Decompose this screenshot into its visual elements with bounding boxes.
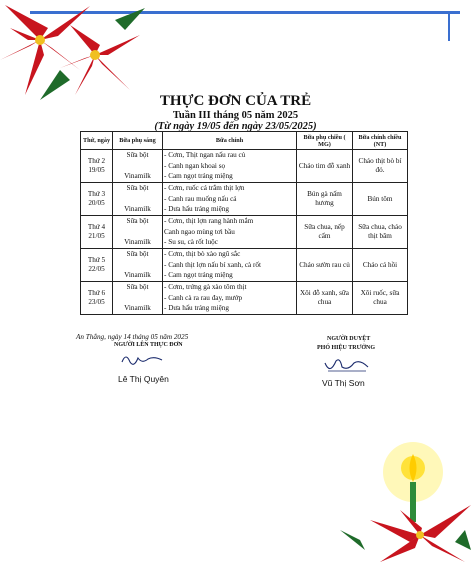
table-row (81, 216, 408, 249)
snack-cell: Cháo tim đỗ xanh (297, 150, 353, 183)
main-item: - Canh rau muống nấu cá (164, 194, 237, 203)
main-cell (163, 150, 297, 183)
morning-item: Vinamilk (124, 271, 151, 279)
morning-item: Vinamilk (124, 205, 151, 213)
day-label: Thứ 5 (87, 256, 106, 264)
pm-main-cell: Xôi ruốc, sữa chua (353, 282, 408, 315)
day-cell (81, 183, 113, 216)
table-row (81, 183, 408, 216)
morning-item: Vinamilk (124, 304, 151, 312)
morning-item: Vinamilk (124, 238, 151, 246)
main-cell (163, 282, 297, 315)
morning-item: Sữa bột (126, 184, 149, 192)
table-row (81, 282, 408, 315)
header-day: Thứ, ngày (81, 132, 113, 150)
morning-cell (113, 150, 163, 183)
main-item: - Su su, cà rốt luộc (164, 238, 218, 247)
main-item: - Cơm, Thịt ngan nấu rau củ (164, 151, 246, 160)
approver-name: Vũ Thị Sơn (322, 378, 365, 388)
author-name: Lê Thị Quyên (118, 374, 169, 384)
header-main: Bữa chính (163, 132, 297, 150)
day-label: Thứ 4 (87, 223, 106, 231)
main-item: - Canh thịt lợn nấu bí xanh, cà rốt (164, 260, 262, 269)
approver-signature-icon (322, 355, 372, 377)
approver-role: NGƯỜI DUYỆT (327, 336, 371, 342)
author-title: NGƯỜI LÊN THỰC ĐƠN (114, 342, 183, 348)
day-cell (81, 282, 113, 315)
date-label: 23/05 (88, 298, 105, 306)
date-range: (Từ ngày 19/05 đến ngày 23/05/2025) (154, 121, 317, 132)
day-label: Thứ 6 (87, 289, 106, 297)
place-date: An Thắng, ngày 14 tháng 05 năm 2025 (76, 333, 189, 341)
date-label: 21/05 (88, 232, 105, 240)
frame-border (448, 11, 450, 41)
main-item: - Canh cà ra rau đay, mướp (164, 293, 243, 302)
approver-title: PHÓ HIỆU TRƯỞNG (317, 345, 376, 351)
main-item: - Dưa hấu tráng miệng (164, 205, 229, 214)
table-row (81, 249, 408, 282)
main-item: - Cam ngọt tráng miệng (164, 271, 233, 280)
day-cell (81, 216, 113, 249)
morning-item: Sữa bột (126, 217, 149, 225)
page-title: THỰC ĐƠN CỦA TRẺ (159, 93, 312, 109)
author-signature-icon (118, 350, 168, 370)
day-cell (81, 150, 113, 183)
snack-cell: Bún gà nấm hương (297, 183, 353, 216)
morning-item: Vinamilk (124, 172, 151, 180)
date-label: 19/05 (88, 166, 105, 174)
pm-main-cell: Cháo cá hồi (353, 249, 408, 282)
main-item: - Canh ngan khoai sọ (164, 161, 226, 170)
main-item: - Cơm, trứng gà xào tôm thịt (164, 283, 247, 292)
day-label: Thứ 3 (87, 190, 106, 198)
header-morning: Bữa phụ sáng (113, 132, 163, 150)
day-label: Thứ 2 (87, 157, 106, 165)
main-item: - Cơm, thịt lợn rang hành mắm (164, 217, 254, 226)
menu-table (80, 131, 408, 315)
main-cell (163, 183, 297, 216)
main-item: - Cơm, thịt bò xào ngũ sắc (164, 250, 241, 259)
main-item: - Cơm, ruốc cá trắm thịt lợn (164, 184, 245, 193)
snack-cell: Sữa chua, nếp cẩm (297, 216, 353, 249)
week-subtitle: Tuần III tháng 05 năm 2025 (172, 110, 299, 121)
morning-item: Sữa bột (126, 283, 149, 291)
morning-item: Sữa bột (126, 151, 149, 159)
day-cell (81, 249, 113, 282)
morning-item: Sữa bột (126, 250, 149, 258)
header-afternoon-main: Bữa chính chiều (NT) (353, 132, 408, 150)
morning-cell (113, 282, 163, 315)
main-cell (163, 216, 297, 249)
main-cell (163, 249, 297, 282)
main-item: Canh ngao mùng tơi bầu (164, 227, 235, 236)
pm-main-cell: Sữa chua, cháo thịt băm (353, 216, 408, 249)
date-label: 20/05 (88, 199, 105, 207)
header-afternoon-snack: Bữa phụ chiều ( MG) (297, 132, 353, 150)
morning-cell (113, 183, 163, 216)
pm-main-cell: Bún tôm (353, 183, 408, 216)
table-header-row (81, 132, 408, 150)
table-row (81, 150, 408, 183)
main-item: - Cam ngọt tráng miệng (164, 172, 233, 181)
snack-cell: Cháo sườn rau củ (297, 249, 353, 282)
pm-main-cell: Cháo thịt bò bí đỏ. (353, 150, 408, 183)
snack-cell: Xôi đỗ xanh, sữa chua (297, 282, 353, 315)
morning-cell (113, 249, 163, 282)
morning-cell (113, 216, 163, 249)
date-label: 22/05 (88, 265, 105, 273)
main-item: - Dưa hấu tráng miệng (164, 304, 229, 313)
candle-poinsettia-icon (340, 410, 471, 562)
